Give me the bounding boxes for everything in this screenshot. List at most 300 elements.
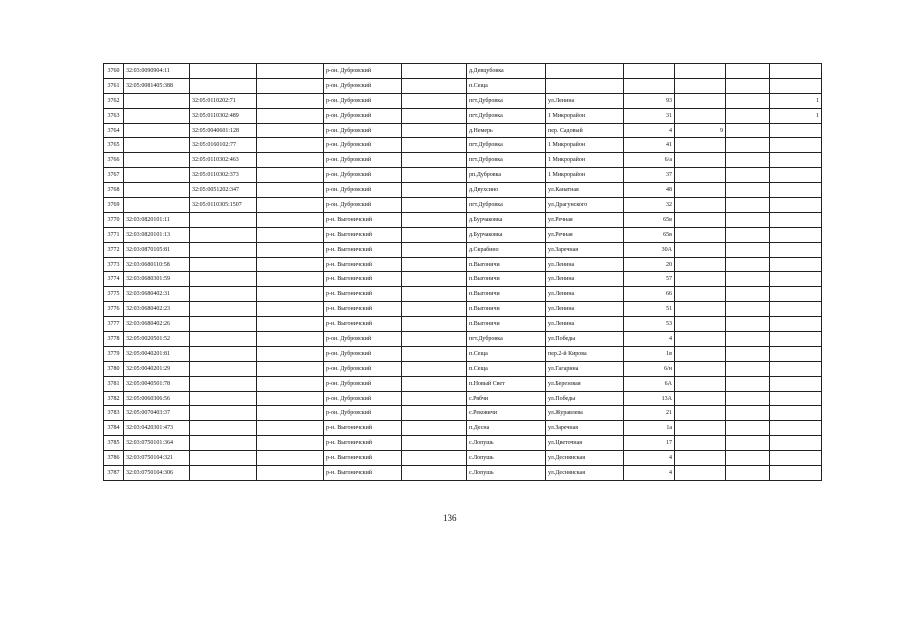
apartment-number-cell: [770, 242, 822, 257]
empty-cell: [257, 123, 324, 138]
house-number-cell: [624, 78, 675, 93]
cadastral-number-alt-cell: 32:05:0110305:1507: [190, 198, 257, 213]
empty-cell: [257, 317, 324, 332]
empty-cell: [402, 421, 467, 436]
empty-cell: [257, 93, 324, 108]
cadastral-number-cell: 32:03:0680110:58: [124, 257, 190, 272]
district-cell: р-он. Дубровский: [324, 391, 402, 406]
locality-cell: п.Сеща: [467, 346, 546, 361]
empty-cell: [402, 287, 467, 302]
row-number-cell: 3771: [104, 227, 124, 242]
cadastral-number-alt-cell: [190, 391, 257, 406]
street-cell: ул.Ленина: [546, 317, 624, 332]
apartment-number-cell: [770, 123, 822, 138]
empty-cell: [726, 302, 770, 317]
empty-cell: [726, 421, 770, 436]
building-number-cell: [675, 183, 726, 198]
empty-cell: [257, 346, 324, 361]
cadastral-number-alt-cell: [190, 212, 257, 227]
locality-cell: пгт.Дубровка: [467, 198, 546, 213]
house-number-cell: 65в: [624, 227, 675, 242]
row-number-cell: 3775: [104, 287, 124, 302]
cadastral-number-cell: 32:03:0750104:321: [124, 451, 190, 466]
empty-cell: [402, 317, 467, 332]
register-table: [103, 63, 822, 481]
empty-cell: [402, 138, 467, 153]
district-cell: р-он. Дубровский: [324, 78, 402, 93]
empty-cell: [402, 93, 467, 108]
table-row: [104, 391, 822, 406]
table-row: [104, 78, 822, 93]
locality-cell: с.Лопушь: [467, 466, 546, 481]
cadastral-number-alt-cell: [190, 64, 257, 79]
district-cell: р-н. Выгоничский: [324, 227, 402, 242]
locality-cell: пгт.Дубровка: [467, 108, 546, 123]
apartment-number-cell: [770, 391, 822, 406]
table-row: [104, 168, 822, 183]
house-number-cell: 4: [624, 123, 675, 138]
street-cell: ул.Драгунского: [546, 198, 624, 213]
cadastral-number-cell: 32:03:0680402:23: [124, 302, 190, 317]
table-row: [104, 332, 822, 347]
row-number-cell: 3783: [104, 406, 124, 421]
locality-cell: пгт.Дубровка: [467, 138, 546, 153]
district-cell: р-н. Выгоничский: [324, 272, 402, 287]
table-row: [104, 64, 822, 79]
table-row: [104, 242, 822, 257]
locality-cell: с.Лопушь: [467, 451, 546, 466]
empty-cell: [402, 123, 467, 138]
empty-cell: [257, 212, 324, 227]
district-cell: р-н. Выгоничский: [324, 317, 402, 332]
empty-cell: [726, 361, 770, 376]
table-row: [104, 451, 822, 466]
cadastral-number-alt-cell: [190, 361, 257, 376]
apartment-number-cell: [770, 153, 822, 168]
row-number-cell: 3776: [104, 302, 124, 317]
empty-cell: [726, 227, 770, 242]
row-number-cell: 3782: [104, 391, 124, 406]
cadastral-number-alt-cell: [190, 257, 257, 272]
street-cell: ул.Журавлева: [546, 406, 624, 421]
house-number-cell: 4: [624, 466, 675, 481]
house-number-cell: 51: [624, 302, 675, 317]
table-row: [104, 317, 822, 332]
street-cell: ул.Ленина: [546, 93, 624, 108]
street-cell: ул.Речная: [546, 227, 624, 242]
table-row: [104, 466, 822, 481]
street-cell: ул.Канатная: [546, 183, 624, 198]
empty-cell: [402, 272, 467, 287]
building-number-cell: [675, 227, 726, 242]
empty-cell: [402, 332, 467, 347]
street-cell: ул.Деснянская: [546, 451, 624, 466]
apartment-number-cell: [770, 302, 822, 317]
locality-cell: пгт.Дубровка: [467, 332, 546, 347]
house-number-cell: 13А: [624, 391, 675, 406]
house-number-cell: 17: [624, 436, 675, 451]
building-number-cell: [675, 198, 726, 213]
empty-cell: [726, 242, 770, 257]
locality-cell: п.Сеща: [467, 361, 546, 376]
district-cell: р-он. Дубровский: [324, 406, 402, 421]
row-number-cell: 3770: [104, 212, 124, 227]
empty-cell: [257, 302, 324, 317]
district-cell: р-н. Выгоничский: [324, 451, 402, 466]
building-number-cell: [675, 421, 726, 436]
house-number-cell: 48: [624, 183, 675, 198]
district-cell: р-н. Выгоничский: [324, 212, 402, 227]
building-number-cell: [675, 317, 726, 332]
empty-cell: [402, 451, 467, 466]
building-number-cell: [675, 242, 726, 257]
street-cell: ул.Цветочная: [546, 436, 624, 451]
row-number-cell: 3760: [104, 64, 124, 79]
empty-cell: [257, 332, 324, 347]
row-number-cell: 3786: [104, 451, 124, 466]
street-cell: ул.Березовая: [546, 376, 624, 391]
street-cell: ул.Заречная: [546, 242, 624, 257]
empty-cell: [726, 406, 770, 421]
empty-cell: [726, 212, 770, 227]
apartment-number-cell: 1: [770, 108, 822, 123]
district-cell: р-он. Дубровский: [324, 153, 402, 168]
house-number-cell: [624, 64, 675, 79]
empty-cell: [402, 153, 467, 168]
cadastral-number-cell: [124, 93, 190, 108]
empty-cell: [726, 287, 770, 302]
row-number-cell: 3780: [104, 361, 124, 376]
empty-cell: [257, 257, 324, 272]
cadastral-number-alt-cell: [190, 242, 257, 257]
cadastral-number-alt-cell: [190, 346, 257, 361]
empty-cell: [726, 272, 770, 287]
building-number-cell: [675, 376, 726, 391]
cadastral-number-alt-cell: [190, 302, 257, 317]
table-row: [104, 198, 822, 213]
row-number-cell: 3772: [104, 242, 124, 257]
apartment-number-cell: [770, 78, 822, 93]
apartment-number-cell: [770, 466, 822, 481]
empty-cell: [402, 346, 467, 361]
locality-cell: п.Выгоничи: [467, 287, 546, 302]
apartment-number-cell: [770, 317, 822, 332]
cadastral-number-alt-cell: 32:05:0110302:463: [190, 153, 257, 168]
empty-cell: [726, 108, 770, 123]
row-number-cell: 3777: [104, 317, 124, 332]
empty-cell: [257, 108, 324, 123]
table-row: [104, 376, 822, 391]
empty-cell: [257, 64, 324, 79]
empty-cell: [726, 78, 770, 93]
building-number-cell: [675, 436, 726, 451]
empty-cell: [726, 183, 770, 198]
building-number-cell: [675, 212, 726, 227]
row-number-cell: 3784: [104, 421, 124, 436]
street-cell: [546, 78, 624, 93]
table-row: [104, 153, 822, 168]
district-cell: р-н. Выгоничский: [324, 287, 402, 302]
table-row: [104, 406, 822, 421]
table-row: [104, 93, 822, 108]
empty-cell: [402, 227, 467, 242]
empty-cell: [726, 436, 770, 451]
apartment-number-cell: [770, 451, 822, 466]
empty-cell: [402, 168, 467, 183]
house-number-cell: 57: [624, 272, 675, 287]
row-number-cell: 3774: [104, 272, 124, 287]
empty-cell: [402, 466, 467, 481]
cadastral-number-cell: [124, 183, 190, 198]
building-number-cell: [675, 346, 726, 361]
empty-cell: [257, 451, 324, 466]
empty-cell: [726, 93, 770, 108]
cadastral-number-alt-cell: [190, 78, 257, 93]
empty-cell: [402, 198, 467, 213]
house-number-cell: 21: [624, 406, 675, 421]
empty-cell: [726, 451, 770, 466]
table-row: [104, 138, 822, 153]
street-cell: пер. Садовый: [546, 123, 624, 138]
house-number-cell: 65в: [624, 212, 675, 227]
locality-cell: п.Сеща: [467, 78, 546, 93]
apartment-number-cell: [770, 272, 822, 287]
row-number-cell: 3767: [104, 168, 124, 183]
empty-cell: [257, 421, 324, 436]
empty-cell: [257, 183, 324, 198]
apartment-number-cell: [770, 376, 822, 391]
building-number-cell: [675, 287, 726, 302]
house-number-cell: 53: [624, 317, 675, 332]
street-cell: 1 Микрорайон: [546, 108, 624, 123]
district-cell: р-он. Дубровский: [324, 346, 402, 361]
apartment-number-cell: [770, 227, 822, 242]
apartment-number-cell: [770, 183, 822, 198]
locality-cell: д.Девцубовка: [467, 64, 546, 79]
empty-cell: [257, 287, 324, 302]
empty-cell: [402, 183, 467, 198]
house-number-cell: 6А: [624, 376, 675, 391]
district-cell: р-н. Выгоничский: [324, 466, 402, 481]
building-number-cell: [675, 153, 726, 168]
table-row: [104, 272, 822, 287]
empty-cell: [726, 257, 770, 272]
locality-cell: д.Скрабино: [467, 242, 546, 257]
cadastral-number-cell: 32:03:0680402:31: [124, 287, 190, 302]
apartment-number-cell: 1: [770, 93, 822, 108]
house-number-cell: 6/н: [624, 361, 675, 376]
cadastral-number-cell: 32:05:0020501:52: [124, 332, 190, 347]
cadastral-number-alt-cell: 32:05:0110202:71: [190, 93, 257, 108]
cadastral-number-cell: 32:05:0040201:81: [124, 346, 190, 361]
table-row: [104, 302, 822, 317]
cadastral-number-alt-cell: 32:05:0110302:373: [190, 168, 257, 183]
apartment-number-cell: [770, 436, 822, 451]
empty-cell: [402, 376, 467, 391]
empty-cell: [257, 466, 324, 481]
street-cell: ул.Ленина: [546, 287, 624, 302]
cadastral-number-alt-cell: [190, 227, 257, 242]
cadastral-number-cell: 32:03:0090904:11: [124, 64, 190, 79]
table-row: [104, 436, 822, 451]
locality-cell: д.Бурчаковка: [467, 227, 546, 242]
empty-cell: [257, 272, 324, 287]
cadastral-number-cell: 32:05:0060306:56: [124, 391, 190, 406]
cadastral-number-cell: 32:05:0070403:37: [124, 406, 190, 421]
empty-cell: [257, 227, 324, 242]
district-cell: р-н. Выгоничский: [324, 242, 402, 257]
table-row: [104, 212, 822, 227]
street-cell: ул.Заречная: [546, 421, 624, 436]
cadastral-number-cell: 32:03:0680402:26: [124, 317, 190, 332]
cadastral-number-cell: 32:03:0750104:306: [124, 466, 190, 481]
empty-cell: [726, 332, 770, 347]
district-cell: р-он. Дубровский: [324, 332, 402, 347]
locality-cell: п.Новый Свет: [467, 376, 546, 391]
cadastral-number-alt-cell: [190, 406, 257, 421]
cadastral-number-cell: [124, 198, 190, 213]
row-number-cell: 3769: [104, 198, 124, 213]
cadastral-number-alt-cell: [190, 272, 257, 287]
cadastral-number-cell: 32:03:0750101:364: [124, 436, 190, 451]
empty-cell: [402, 436, 467, 451]
cadastral-number-alt-cell: [190, 332, 257, 347]
district-cell: р-он. Дубровский: [324, 138, 402, 153]
cadastral-number-alt-cell: 32:05:0160102:77: [190, 138, 257, 153]
table-row: [104, 108, 822, 123]
cadastral-number-cell: [124, 168, 190, 183]
empty-cell: [402, 406, 467, 421]
row-number-cell: 3785: [104, 436, 124, 451]
locality-cell: д.Двухсино: [467, 183, 546, 198]
street-cell: ул.Гагарина: [546, 361, 624, 376]
locality-cell: п.Выгоничи: [467, 257, 546, 272]
cadastral-number-alt-cell: [190, 376, 257, 391]
empty-cell: [726, 198, 770, 213]
house-number-cell: 1в: [624, 346, 675, 361]
building-number-cell: 9: [675, 123, 726, 138]
building-number-cell: [675, 361, 726, 376]
register-table-body: [104, 64, 822, 481]
building-number-cell: [675, 391, 726, 406]
cadastral-number-cell: 32:05:0040201:29: [124, 361, 190, 376]
house-number-cell: 4: [624, 451, 675, 466]
district-cell: р-н. Выгоничский: [324, 436, 402, 451]
row-number-cell: 3779: [104, 346, 124, 361]
locality-cell: рп.Дубровка: [467, 168, 546, 183]
building-number-cell: [675, 302, 726, 317]
street-cell: ул.Деснянская: [546, 466, 624, 481]
cadastral-number-cell: 32:03:0680301:59: [124, 272, 190, 287]
empty-cell: [257, 78, 324, 93]
empty-cell: [402, 257, 467, 272]
empty-cell: [402, 212, 467, 227]
apartment-number-cell: [770, 168, 822, 183]
apartment-number-cell: [770, 332, 822, 347]
empty-cell: [257, 406, 324, 421]
locality-cell: п.Деснa: [467, 421, 546, 436]
empty-cell: [257, 138, 324, 153]
row-number-cell: 3761: [104, 78, 124, 93]
building-number-cell: [675, 272, 726, 287]
table-row: [104, 257, 822, 272]
locality-cell: п.Выгоничи: [467, 272, 546, 287]
cadastral-number-cell: [124, 123, 190, 138]
house-number-cell: 93: [624, 93, 675, 108]
building-number-cell: [675, 64, 726, 79]
street-cell: 1 Микрорайон: [546, 168, 624, 183]
cadastral-number-cell: [124, 138, 190, 153]
cadastral-number-cell: 32:03:0820101:13: [124, 227, 190, 242]
locality-cell: д.Бурчаковка: [467, 212, 546, 227]
cadastral-number-alt-cell: [190, 287, 257, 302]
locality-cell: п.Выгоничи: [467, 317, 546, 332]
district-cell: р-он. Дубровский: [324, 361, 402, 376]
row-number-cell: 3764: [104, 123, 124, 138]
empty-cell: [726, 168, 770, 183]
locality-cell: с.Рябчи: [467, 391, 546, 406]
empty-cell: [402, 242, 467, 257]
house-number-cell: 37: [624, 168, 675, 183]
empty-cell: [402, 302, 467, 317]
cadastral-number-cell: 32:03:0820101:11: [124, 212, 190, 227]
cadastral-number-alt-cell: 32:05:0110302:489: [190, 108, 257, 123]
row-number-cell: 3787: [104, 466, 124, 481]
empty-cell: [257, 436, 324, 451]
apartment-number-cell: [770, 406, 822, 421]
table-row: [104, 227, 822, 242]
district-cell: р-н. Выгоничский: [324, 421, 402, 436]
cadastral-number-cell: 32:03:0870105:81: [124, 242, 190, 257]
empty-cell: [257, 242, 324, 257]
cadastral-number-cell: 32:05:0081405:388: [124, 78, 190, 93]
locality-cell: пгт.Дубровка: [467, 93, 546, 108]
empty-cell: [726, 466, 770, 481]
house-number-cell: 31: [624, 108, 675, 123]
table-row: [104, 123, 822, 138]
empty-cell: [726, 138, 770, 153]
street-cell: 1 Микрорайон: [546, 138, 624, 153]
building-number-cell: [675, 451, 726, 466]
cadastral-number-alt-cell: 32:05:0040601:128: [190, 123, 257, 138]
street-cell: ул.Победы: [546, 391, 624, 406]
empty-cell: [257, 198, 324, 213]
apartment-number-cell: [770, 212, 822, 227]
building-number-cell: [675, 108, 726, 123]
locality-cell: д.Немерь: [467, 123, 546, 138]
district-cell: р-он. Дубровский: [324, 108, 402, 123]
building-number-cell: [675, 332, 726, 347]
district-cell: р-он. Дубровский: [324, 123, 402, 138]
apartment-number-cell: [770, 361, 822, 376]
street-cell: 1 Микрорайон: [546, 153, 624, 168]
district-cell: р-он. Дубровский: [324, 376, 402, 391]
building-number-cell: [675, 406, 726, 421]
locality-cell: п.Выгоничи: [467, 302, 546, 317]
table-row: [104, 287, 822, 302]
district-cell: р-он. Дубровский: [324, 64, 402, 79]
district-cell: р-он. Дубровский: [324, 198, 402, 213]
apartment-number-cell: [770, 287, 822, 302]
house-number-cell: 32: [624, 198, 675, 213]
empty-cell: [257, 153, 324, 168]
row-number-cell: 3778: [104, 332, 124, 347]
empty-cell: [257, 361, 324, 376]
cadastral-number-alt-cell: [190, 466, 257, 481]
empty-cell: [726, 123, 770, 138]
street-cell: ул.Ленина: [546, 302, 624, 317]
house-number-cell: 66: [624, 287, 675, 302]
